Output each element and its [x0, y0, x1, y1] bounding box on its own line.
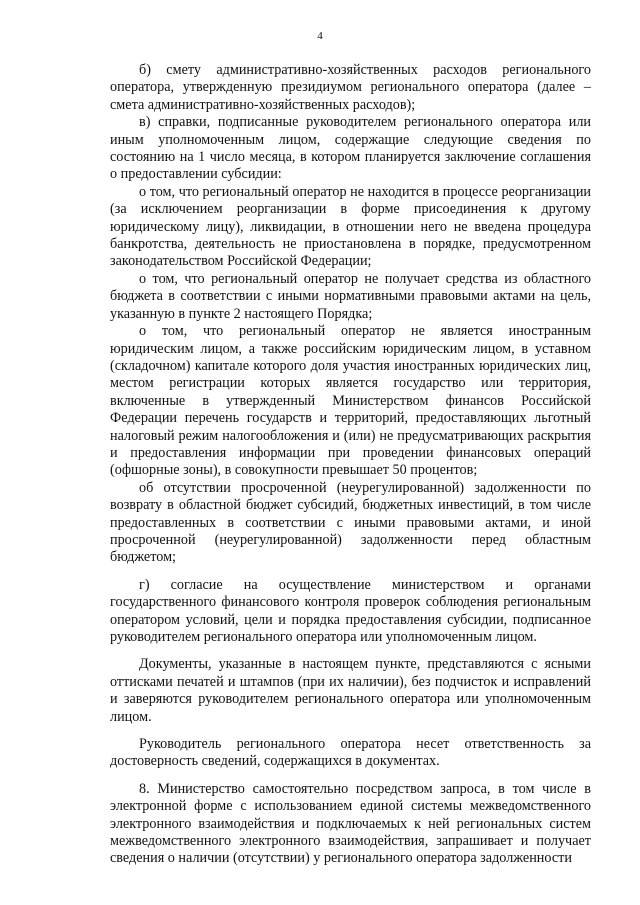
paragraph-documents: Документы, указанные в настоящем пункте, представляются с ясными оттисками печатей и штампов (при их наличии), без подчисток и исправлений и заверяются руководителем регионального оператора или уполномоченным лицом.	[110, 656, 591, 725]
paragraph-reorganization: о том, что региональный оператор не находится в процессе реорганизации (за исключением реорганизации в форме присоединения к другому юридическому лицу), ликвидации, в отношении него не введена процедура банкротства, деятельность не приостановлена в порядке, предусмотренном законодательством Российской Федерации;	[110, 183, 591, 270]
paragraph-budget-funds: о том, что региональный оператор не получает средства из областного бюджета в соответствии с иными нормативными правовыми актами на цель, указанную в пункте 2 настоящего Порядка;	[110, 270, 591, 322]
paragraph-consent: г) согласие на осуществление министерством и органами государственного финансового контроля проверок соблюдения региональным оператором условий, цели и порядка предоставления субсидии, подписанное руководителем регионального оператора или уполномоченным лицом.	[110, 576, 591, 645]
paragraph-debt: об отсутствии просроченной (неурегулированной) задолженности по возврату в областной бюджет субсидий, бюджетных инвестиций, в том числе предоставленных в соответствии с иными правовыми актами, и иной просроченной (неурегулированной) задолженности перед областным бюджетом;	[110, 479, 591, 566]
paragraph-item-8: 8. Министерство самостоятельно посредством запроса, в том числе в электронной форме с использованием единой системы межведомственного электронного взаимодействия и подключаемых к ней региональных систем межведомственного электронного взаимодействия, запрашивает и получает сведения о наличии (отсутствии) у регионального оператора задолженности	[110, 780, 591, 867]
paragraph-foreign-entity: о том, что региональный оператор не является иностранным юридическим лицом, а также российским юридическим лицом, в уставном (складочном) капитале которого доля участия иностранных юридических лиц, местом регистрации которых является государство или территория, включенные в утвержденный Министерством финансов Российской Федерации перечень государств и территорий, предоставляющих льготный налоговый режим налогообложения и (или) не предусматривающих раскрытия и предоставления информации при проведении финансовых операций (офшорные зоны), в совокупности превышает 50 процентов;	[110, 323, 591, 479]
document-body	[110, 62, 591, 868]
paragraph-responsibility: Руководитель регионального оператора несет ответственность за достоверность сведений, содержащихся в документах.	[110, 736, 591, 770]
page-number: 4	[317, 30, 323, 42]
paragraph-spravki: в) справки, подписанные руководителем регионального оператора или иным уполномоченным лицом, содержащие следующие сведения по состоянию на 1 число месяца, в котором планируется заключение соглашения о предоставлении субсидии:	[110, 114, 591, 183]
paragraph-smeta: б) смету административно-хозяйственных расходов регионального оператора, утвержденную президиумом регионального оператора (далее – смета административно-хозяйственных расходов);	[110, 62, 591, 113]
